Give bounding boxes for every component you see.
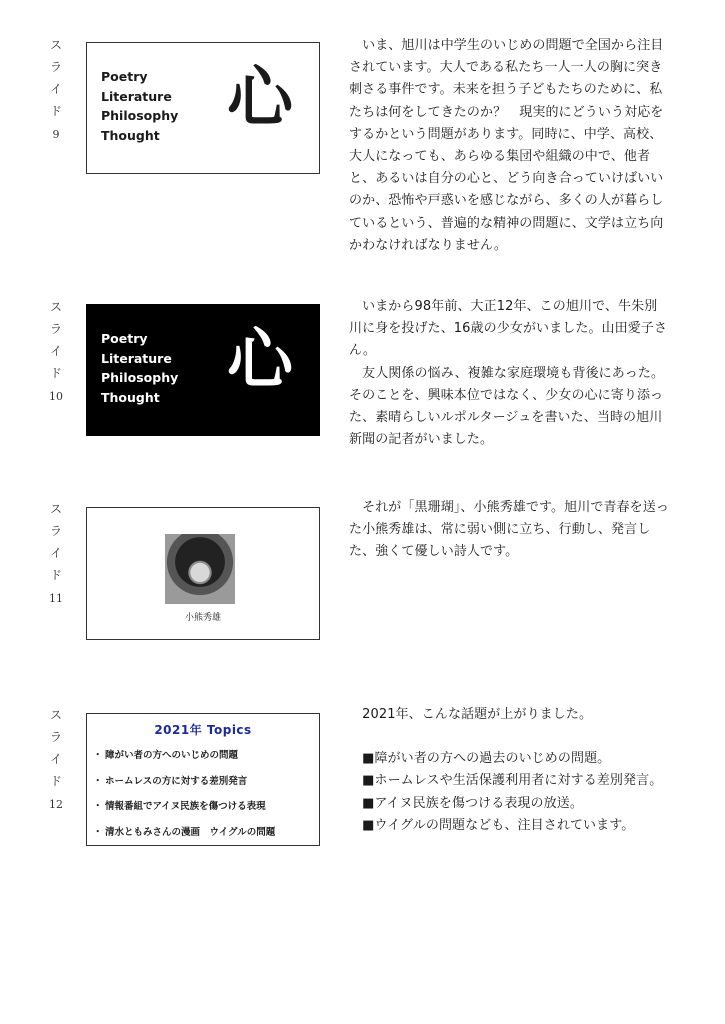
topics-list [93,743,275,845]
slide-thumbnail-10 [86,304,320,436]
portrait-photo [165,534,235,604]
word-literature: Literature [101,88,172,104]
bullet-icon: ・ [93,801,103,812]
topic-item [93,769,275,795]
slide-number: 11 [49,592,63,605]
slide-words [101,67,178,145]
paragraph: いまから98年前、大正12年、この旭川で、牛朱別川に身を投げた、16歳の少女がいました。山田愛子さん。 [349,299,668,359]
label-char: ド [49,774,62,788]
word-thought: Thought [101,389,160,405]
word-poetry: Poetry [101,331,148,346]
label-char: ラ [49,524,62,538]
label-char: ラ [49,60,62,74]
slide-words [101,329,178,407]
slide-number: 9 [52,128,60,141]
word-philosophy: Philosophy [101,108,179,123]
paragraph: 2021年、こんな話題が上がりました。 [349,707,593,722]
bullet-icon: ・ [93,826,103,838]
topic-item [93,794,275,820]
label-char: ス [49,502,62,516]
label-char: イ [49,82,62,96]
slide-label-10 [44,296,68,408]
topic-text: 情報番組でアイヌ民族を傷つける表現 [105,801,266,812]
label-char: ス [49,38,62,52]
label-char: ド [49,568,62,582]
topic-text: 障がい者の方へのいじめの問題 [105,750,239,761]
topic-item [93,820,275,846]
slide-thumbnail-9 [86,42,320,174]
paragraph: ■ウイグルの問題なども、注目されています。 [349,817,635,833]
label-char: イ [49,546,62,560]
photo-caption: 小熊秀雄 [184,613,221,623]
label-char: ド [49,366,62,380]
slide-label-11 [44,498,68,610]
slide-label-12 [44,704,68,816]
word-poetry: Poetry [101,69,148,84]
slide-9-text [349,35,669,257]
paragraph: ■アイヌ民族を傷つける表現の放送。 [349,795,583,811]
kokoro-kanji: 心 [227,320,293,398]
bullet-icon: ・ [93,750,103,761]
slide-number: 10 [49,390,63,403]
slide-12-text [349,704,669,837]
label-char: ス [49,708,62,722]
paragraph-spacer [349,726,669,748]
slide-10-text [349,296,669,451]
slide-label-9 [44,34,68,146]
label-char: ス [49,300,62,314]
paragraph: いま、旭川は中学生のいじめの問題で全国から注目されています。大人である私たち一人一人の胸に突き刺さる事件です。未来を担う子どもたちのために、私たちは何をしてきたのか？ 現実的にどういう対応をするかという問題があります。同時に、中学、高校、大人になっても、あらゆる集団や組織の中で、他者と、あるいは自分の心と、どう向き合っていけばいいのか、恐怖や戸惑いを感じながら、多くの人が暮らしているという、普遍的な精神の問題に、文学は立ち向かわなければなりません。 [349,38,664,253]
paragraph: ■障がい者の方への過去のいじめの問題。 [349,751,611,767]
slide-thumbnail-11 [86,507,320,640]
topic-item [93,743,275,769]
kokoro-kanji: 心 [227,58,293,136]
topic-text: ホームレスの方に対する差別発言 [105,775,248,787]
slide-thumbnail-12 [86,713,320,846]
word-literature: Literature [101,350,172,366]
word-thought: Thought [101,127,160,143]
topics-title: 2021年 Topics [154,723,252,737]
label-char: イ [49,344,62,358]
label-char: ラ [49,322,62,336]
word-philosophy: Philosophy [101,370,179,385]
label-char: ド [49,104,62,118]
label-char: イ [49,752,62,766]
paragraph: それが「黒珊瑚」、小熊秀雄です。旭川で青春を送った小熊秀雄は、常に弱い側に立ち、行動し、発言した、強くて優しい詩人です。 [349,500,669,560]
bullet-icon: ・ [93,775,103,787]
slide-number: 12 [49,798,63,811]
paragraph: 友人関係の悩み、複雑な家庭環境も背後にあった。そのことを、興味本位ではなく、少女の心に寄り添った、素晴らしいルポルタージュを書いた、当時の旭川新聞の記者がいました。 [349,365,665,448]
topic-text: 清水ともみさんの漫画 ウイグルの問題 [105,826,276,838]
paragraph: ■ホームレスや生活保護利用者に対する差別発言。 [349,773,663,789]
slide-11-text [349,497,669,564]
label-char: ラ [49,730,62,744]
